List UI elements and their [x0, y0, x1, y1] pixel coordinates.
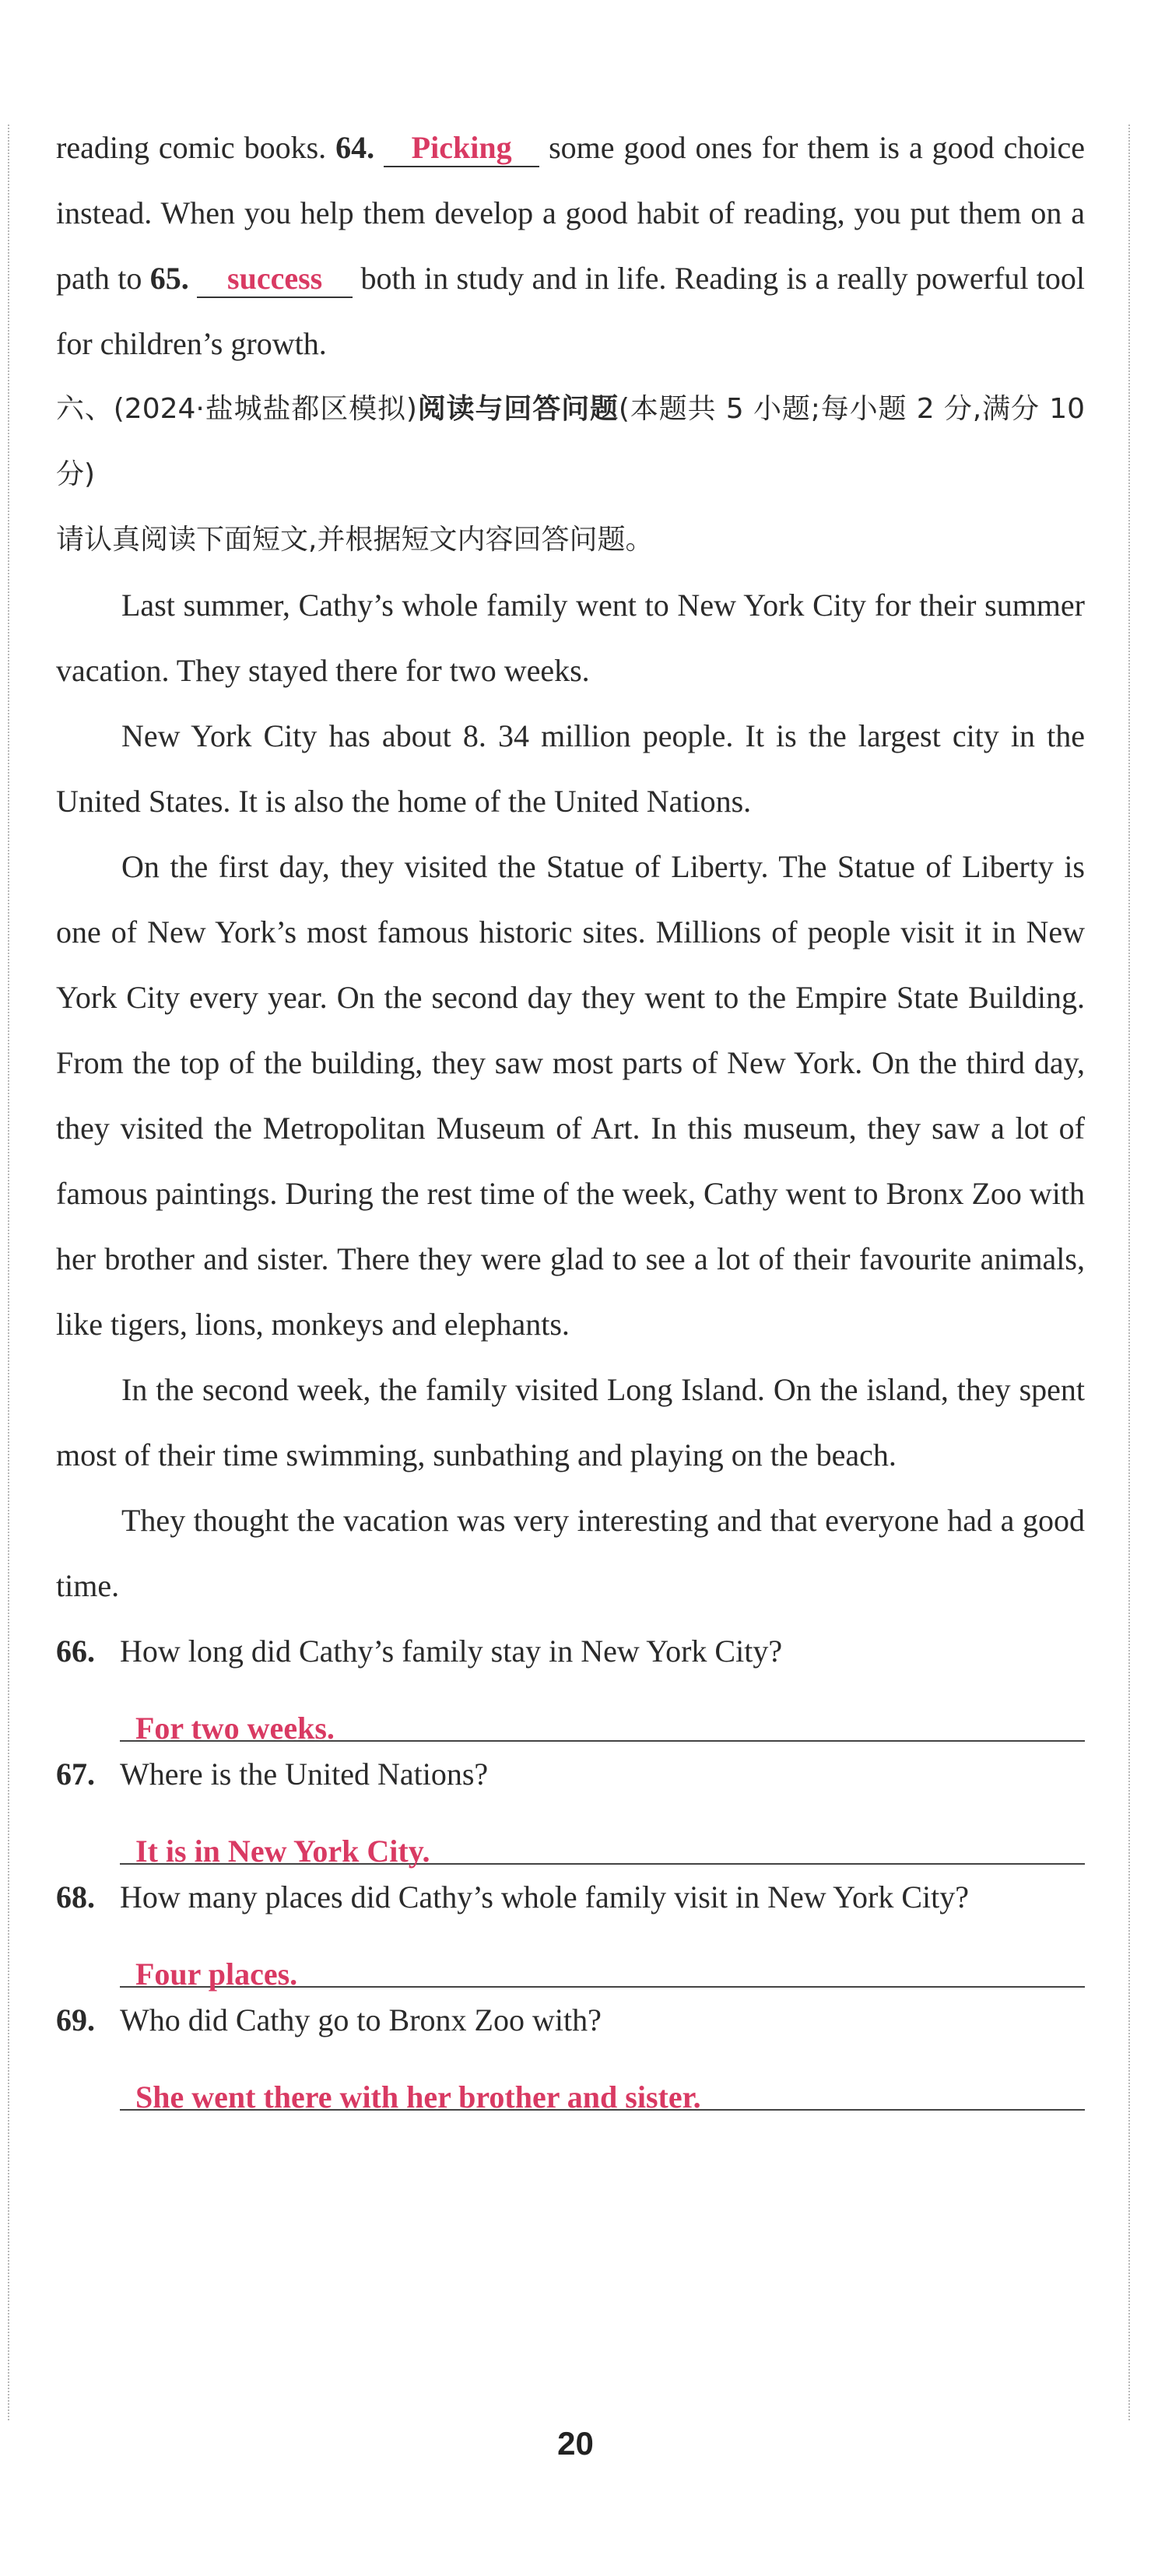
question-text [56, 1988, 1085, 2053]
answer-line[interactable] [120, 2053, 1085, 2114]
right-margin-dots [1128, 125, 1130, 2420]
answer-line[interactable] [120, 1684, 1085, 1746]
intro-text-2: some good ones for them is a good choice instead. When you help them develop a good habit of reading, you put them on a path to [56, 130, 1086, 296]
question-prompt: Who did Cathy go to Bronx Zoo with? [120, 2002, 602, 2037]
answer-text: For two weeks. [135, 1711, 335, 1746]
question-number: 69. [56, 2002, 95, 2037]
passage-paragraph-3: On the first day, they visited the Statue of Liberty. The Statue of Liberty is one of New York’s most famous historic sites. Millions of people visit it in New York City every year. On the second day they went to the Empire State Building. From the top of the building, they saw most parts of New York. On the third day, they visited the Metropolitan Museum of Art. In this museum, they saw a lot of famous paintings. During the rest time of the week, Cathy went to Bronx Zoo with her brother and sister. There they were glad to see a lot of their favourite animals, like tigers, lions, monkeys and elephants. [56, 849, 1085, 1342]
passage-paragraph-1: Last summer, Cathy’s whole family went to New York City for their summer vacation. They stayed there for two weeks. [56, 588, 1085, 688]
section-heading [56, 377, 1085, 507]
answer-blank-65[interactable]: success [197, 261, 353, 298]
answer-line[interactable] [120, 1930, 1085, 1992]
section-title: 阅读与回答问题 [416, 393, 619, 425]
question-text [56, 1742, 1085, 1807]
section-note: (本题共 5 小题;每小题 2 分,满分 10 分) [56, 393, 1085, 490]
answer-line[interactable] [120, 1807, 1085, 1869]
intro-paragraph [56, 115, 1085, 377]
answer-text: Four places. [135, 1957, 298, 1992]
question-number: 67. [56, 1757, 95, 1792]
question-66 [56, 1619, 1085, 1746]
question-69 [56, 1988, 1085, 2114]
worksheet-page [56, 115, 1086, 2114]
answer-text: She went there with her brother and sister. [135, 2079, 701, 2114]
left-margin-dots [8, 125, 9, 2420]
blank-number-64: 64. [335, 130, 375, 165]
question-67 [56, 1742, 1085, 1869]
question-number: 66. [56, 1634, 95, 1669]
question-prompt: Where is the United Nations? [120, 1757, 489, 1792]
question-text [56, 1865, 1085, 1930]
question-prompt: How long did Cathy’s family stay in New York City? [120, 1634, 783, 1669]
passage-paragraph-5: They thought the vacation was very interesting and that everyone had a good time. [56, 1503, 1085, 1603]
intro-text-3: both in study and in life. Reading is a really powerful tool for children’s growth. [56, 261, 1086, 361]
answer-text: It is in New York City. [135, 1834, 430, 1869]
question-number: 68. [56, 1879, 95, 1914]
passage-paragraph-4: In the second week, the family visited Long Island. On the island, they spent most of their time swimming, sunbathing and playing on the beach. [56, 1372, 1085, 1472]
section-instruction: 请认真阅读下面短文,并根据短文内容回答问题。 [56, 524, 654, 556]
blank-number-65: 65. [149, 261, 189, 296]
page-number: 20 [557, 2425, 594, 2462]
passage-paragraph-2: New York City has about 8. 34 million people. It is the largest city in the United States. It is also the home of the United Nations. [56, 718, 1085, 819]
question-68 [56, 1865, 1085, 1992]
intro-text-1: reading comic books. [56, 130, 327, 165]
question-prompt: How many places did Cathy’s whole family visit in New York City? [120, 1879, 970, 1914]
question-text [56, 1619, 1085, 1684]
answer-blank-64[interactable]: Picking [384, 130, 539, 167]
section-prefix: 六、(2024·盐城盐都区模拟) [56, 393, 417, 425]
